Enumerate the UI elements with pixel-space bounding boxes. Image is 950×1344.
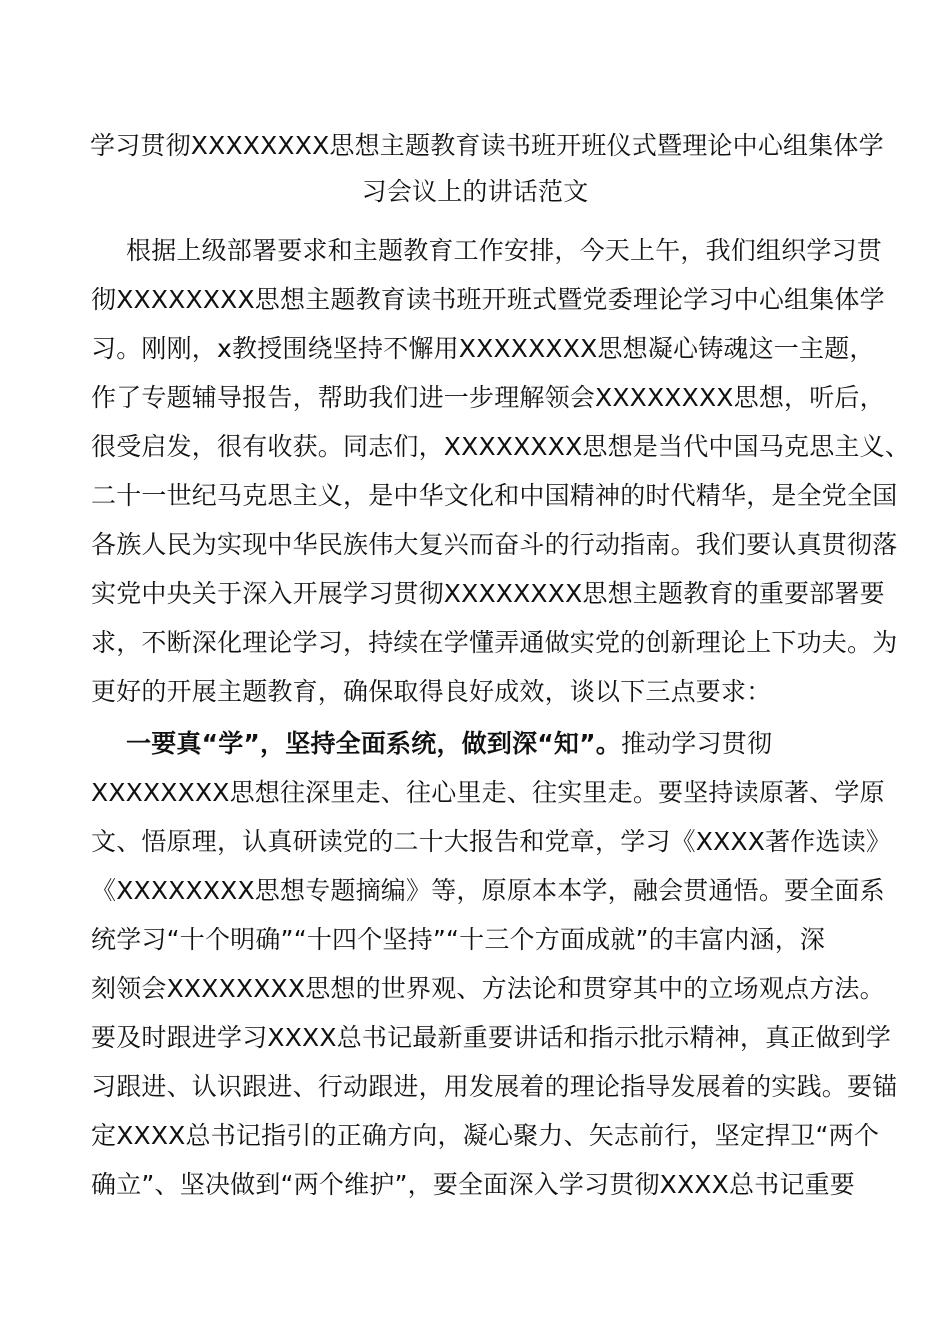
title-line-2: 习会议上的讲话范文	[361, 177, 589, 206]
body-line: XXXXXXXX思想往深里走、往心里走、往实里走。要坚持读原著、学原	[91, 778, 885, 807]
body-line: 求，不断深化理论学习，持续在学懂弄通做实党的创新理论上下功夫。为	[91, 628, 898, 657]
body-text: 推动学习贯彻	[620, 729, 773, 758]
body-line: 要及时跟进学习XXXX总书记最新重要讲话和指示批示精神，真正做到学	[91, 1023, 892, 1052]
body-line: 根据上级部署要求和主题教育工作安排，今天上午，我们组织学习贯	[126, 236, 883, 265]
body-line: 习。刚刚，x教授围绕坚持不懈用XXXXXXXX思想凝心铸魂这一主题，	[91, 334, 875, 363]
body-line: 实党中央关于深入开展学习贯彻XXXXXXXX思想主题教育的重要部署要	[91, 579, 885, 608]
body-line: 《XXXXXXXX思想专题摘编》等，原原本本学，融会贯通悟。要全面系	[91, 876, 885, 905]
body-line: 很受启发，很有收获。同志们，XXXXXXXX思想是当代中国马克思主义、	[91, 432, 911, 461]
body-line: 彻XXXXXXXX思想主题教育读书班开班式暨党委理论学习中心组集体学	[91, 285, 885, 314]
body-line: 更好的开展主题教育，确保取得良好成效，谈以下三点要求：	[91, 677, 772, 706]
body-line: 作了专题辅导报告，帮助我们进一步理解领会XXXXXXXX思想，听后，	[91, 383, 885, 412]
body-line: 确立”、坚决做到“两个维护”，要全面深入学习贯彻XXXX总书记重要	[91, 1170, 855, 1199]
body-line: 统学习“十个明确”“十四个坚持”“十三个方面成就”的丰富内涵，深	[91, 925, 826, 954]
body-line: 习跟进、认识跟进、行动跟进，用发展着的理论指导发展着的实践。要锚	[91, 1072, 898, 1101]
body-line: 定XXXX总书记指引的正确方向，凝心聚力、矢志前行，坚定捍卫“两个	[91, 1121, 880, 1150]
title-line-1: 学习贯彻XXXXXXXX思想主题教育读书班开班仪式暨理论中心组集体学	[90, 131, 884, 160]
body-line: 二十一世纪马克思主义，是中华文化和中国精神的时代精华，是全党全国	[91, 481, 898, 510]
body-line: 文、悟原理，认真研读党的二十大报告和党章，学习《XXXX著作选读》	[91, 827, 892, 856]
body-line: 各族人民为实现中华民族伟大复兴而奋斗的行动指南。我们要认真贯彻落	[91, 530, 898, 559]
body-line: 刻领会XXXXXXXX思想的世界观、方法论和贯穿其中的立场观点方法。	[91, 974, 885, 1003]
section-heading: 一要真“学”，坚持全面系统，做到深“知”。	[126, 729, 621, 758]
section-heading-line	[126, 729, 772, 759]
